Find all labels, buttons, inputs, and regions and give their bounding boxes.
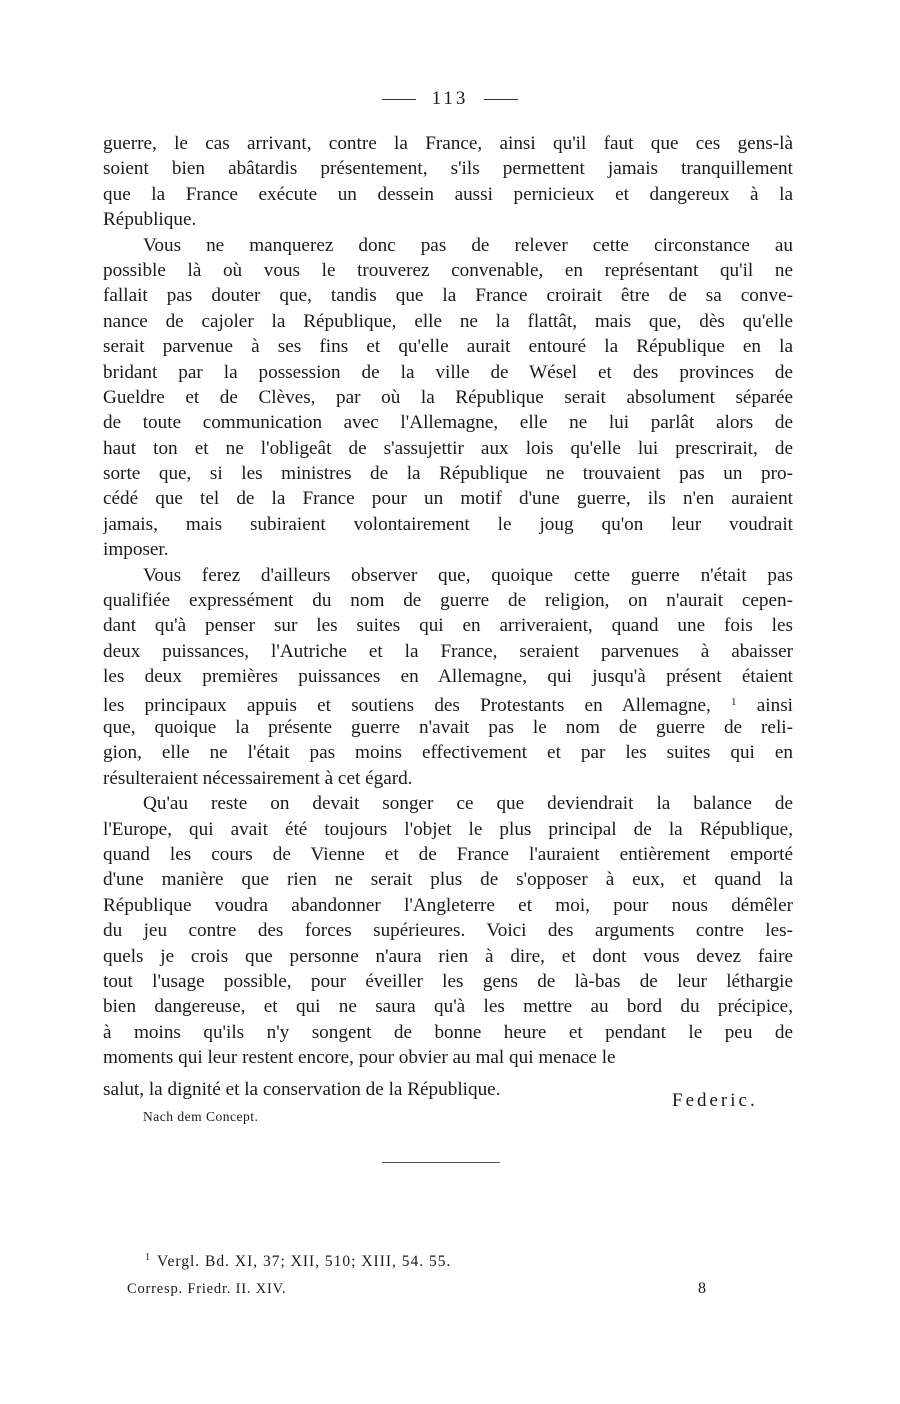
text-line: cédé que tel de la France pour un motif d'une guerre, ils n'en auraient xyxy=(103,488,793,510)
text-line: soient bien abâtardis présentement, s'ils permettent jamais tranquillement xyxy=(103,158,793,180)
text-line: Vous ne manquerez donc pas de relever cette circonstance au xyxy=(143,234,793,256)
footnote xyxy=(145,1252,451,1271)
header-rule-right xyxy=(484,99,518,100)
paragraph xyxy=(103,233,793,563)
text-line: bridant par la possession de la ville de Wésel et des provinces de xyxy=(103,361,793,383)
text-line: les deux premières puissances en Allemagne, qui jusqu'à présent étaient xyxy=(103,666,793,688)
text-line: serait parvenue à ses fins et qu'elle aurait entouré la République en la xyxy=(103,336,793,358)
signature: Federic. xyxy=(672,1090,758,1111)
text-line: bien dangereuse, et qui ne saura qu'à les mettre au bord du précipice, xyxy=(103,996,793,1018)
text-line: l'Europe, qui avait été toujours l'objet le plus principal de la République, xyxy=(103,818,793,840)
text-line: imposer. xyxy=(103,539,169,561)
text-line xyxy=(103,690,793,715)
text-line: fallait pas douter que, tandis que la France croirait être de sa conve- xyxy=(103,285,793,307)
closing-line: salut, la dignité et la conservation de la République. xyxy=(103,1079,501,1100)
footer-citation: Corresp. Friedr. II. XIV. xyxy=(127,1281,287,1297)
text-line: quand les cours de Vienne et de France l'auraient entièrement emporté xyxy=(103,843,793,865)
text-line: jamais, mais subiraient volontairement le joug qu'on leur voudrait xyxy=(103,513,793,535)
text-line: République. xyxy=(103,209,197,231)
text-line-part: ainsi xyxy=(736,694,793,715)
text-line: guerre, le cas arrivant, contre la France, ainsi qu'il faut que ces gens-là xyxy=(103,133,793,154)
text-line: sorte que, si les ministres de la République ne trouvaient pas un pro- xyxy=(103,463,793,485)
text-line: deux puissances, l'Autriche et la France, seraient parvenues à abaisser xyxy=(103,640,793,662)
page-header xyxy=(0,88,900,110)
text-line: moments qui leur restent encore, pour obvier au mal qui menace le xyxy=(103,1047,616,1069)
footnote-number: 1 xyxy=(145,1252,151,1263)
text-line: résulteraient nécessairement à cet égard. xyxy=(103,767,413,789)
text-line: gion, elle ne l'était pas moins effectivement et par les suites qui en xyxy=(103,742,793,764)
text-line-part: les principaux appuis et soutiens des Protestants en Allemagne, xyxy=(103,694,732,715)
text-line: qualifiée expressément du nom de guerre de religion, on n'aurait cepen- xyxy=(103,590,793,612)
paragraph xyxy=(103,791,793,1070)
footer-signature-mark: 8 xyxy=(698,1280,706,1297)
text-line: quels je crois que personne n'aura rien à dire, et dont vous devez faire xyxy=(103,945,793,967)
text-line: d'une manière que rien ne serait plus de s'opposer à eux, et quand la xyxy=(103,869,793,891)
text-line: du jeu contre des forces supérieures. Voici des arguments contre les- xyxy=(103,920,793,942)
text-line: République voudra abandonner l'Angleterre et moi, pour nous démêler xyxy=(103,894,793,916)
text-line: dant qu'à penser sur les suites qui en arriveraient, quand une fois les xyxy=(103,615,793,637)
text-line: tout l'usage possible, pour éveiller les gens de là-bas de leur léthargie xyxy=(103,970,793,992)
paragraph xyxy=(103,563,793,792)
text-line: nance de cajoler la République, elle ne la flattât, mais que, dès qu'elle xyxy=(103,310,793,332)
section-separator xyxy=(382,1162,500,1163)
text-line: possible là où vous le trouverez convenable, en représentant qu'il ne xyxy=(103,259,793,281)
text-line: de toute communication avec l'Allemagne, elle ne lui parlât alors de xyxy=(103,412,793,434)
footnote-text: Vergl. Bd. XI, 37; XII, 510; XIII, 54. 55. xyxy=(157,1253,452,1270)
page-number: 113 xyxy=(431,88,469,109)
text-line: Qu'au reste on devait songer ce que deviendrait la balance de xyxy=(143,793,793,815)
text-line: Vous ferez d'ailleurs observer que, quoique cette guerre n'était pas xyxy=(143,564,793,586)
footnote-marker: 1 xyxy=(731,695,737,708)
text-line: que, quoique la présente guerre n'avait pas le nom de guerre de reli- xyxy=(103,716,793,738)
letter-body xyxy=(103,131,793,1070)
text-line: Gueldre et de Clèves, par où la République serait absolument séparée xyxy=(103,386,793,408)
text-line: haut ton et ne l'obligeât de s'assujettir aux lois qu'elle lui prescrirait, de xyxy=(103,437,793,459)
source-note: Nach dem Concept. xyxy=(143,1109,259,1124)
text-line: que la France exécute un dessein aussi pernicieux et dangereux à la xyxy=(103,183,793,205)
header-rule-left xyxy=(382,99,416,100)
paragraph xyxy=(103,131,793,233)
text-line: à moins qu'ils n'y songent de bonne heure et pendant le peu de xyxy=(103,1021,793,1043)
